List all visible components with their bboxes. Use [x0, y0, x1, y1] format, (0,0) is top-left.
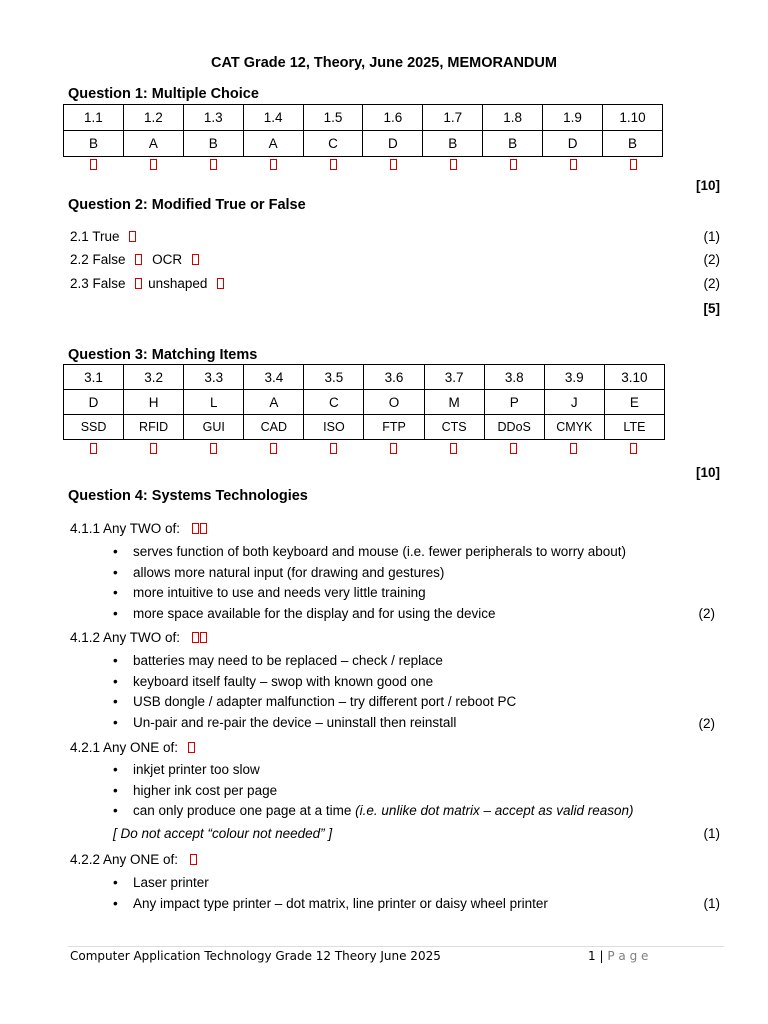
q3-answer-table	[63, 364, 665, 440]
tick-mark-icon	[270, 443, 277, 454]
q2-correction-text: OCR	[152, 252, 183, 267]
tick-mark-icon	[330, 443, 337, 454]
q1-number-cell: 1.3	[183, 105, 243, 131]
q4-2-2-label	[70, 852, 197, 867]
list-item: • Un-pair and re-pair the device – uninstall then reinstall	[113, 713, 516, 734]
list-item: • inkjet printer too slow	[113, 760, 634, 781]
q2-heading: Question 2: Modified True or False	[68, 197, 306, 213]
tick-mark-icon	[630, 159, 637, 170]
q4-1-2-marks: (2)	[698, 716, 715, 731]
footer-page	[588, 949, 648, 963]
q1-number-cell: 1.7	[423, 105, 483, 131]
tick-mark-icon	[192, 523, 199, 534]
tick-mark-icon	[330, 159, 337, 170]
list-item: • more space available for the display and for using the device	[113, 604, 626, 625]
q4-1-1-marks: (2)	[698, 606, 715, 621]
q3-answer-cell: H	[124, 390, 184, 415]
q4-2-1-marks: (1)	[703, 826, 720, 841]
q4-1-1-label	[70, 521, 207, 536]
q1-answer-cell: B	[183, 131, 243, 157]
q3-number-cell: 3.8	[484, 365, 544, 390]
tick-mark-icon	[200, 523, 207, 534]
list-item: • Any impact type printer – dot matrix, line printer or daisy wheel printer	[113, 894, 548, 915]
q1-answer-cell: C	[303, 131, 363, 157]
list-item: • serves function of both keyboard and mouse (i.e. fewer peripherals to worry about)	[113, 542, 626, 563]
q2-answer-text: 2.3 False	[70, 276, 126, 291]
q3-term-cell: CMYK	[544, 415, 604, 440]
q3-term-cell: RFID	[124, 415, 184, 440]
tick-mark-icon	[390, 159, 397, 170]
q3-answer-cell: J	[544, 390, 604, 415]
q3-term-cell: GUI	[184, 415, 244, 440]
q3-number-cell: 3.2	[124, 365, 184, 390]
q3-answer-cell: M	[424, 390, 484, 415]
q3-answer-cell: C	[304, 390, 364, 415]
subquestion-label: 4.1.1 Any TWO of:	[70, 521, 181, 536]
q1-answer-cell: B	[603, 131, 663, 157]
tick-mark-icon	[217, 278, 224, 289]
q3-answer-cell: P	[484, 390, 544, 415]
tick-mark-icon	[630, 443, 637, 454]
q1-answer-cell: D	[543, 131, 603, 157]
q3-term-cell: CTS	[424, 415, 484, 440]
q1-answer-cell: B	[423, 131, 483, 157]
q3-answer-cell: D	[64, 390, 124, 415]
q1-number-cell: 1.6	[363, 105, 423, 131]
q1-number-cell: 1.8	[483, 105, 543, 131]
q1-number-cell: 1.1	[64, 105, 124, 131]
q3-term-cell: SSD	[64, 415, 124, 440]
q3-number-cell: 3.4	[244, 365, 304, 390]
q3-answer-cell: L	[184, 390, 244, 415]
list-item-note: (i.e. unlike dot matrix – accept as valid reason)	[355, 803, 634, 818]
tick-mark-icon	[450, 159, 457, 170]
q3-total: [10]	[695, 465, 720, 480]
q1-number-cell: 1.5	[303, 105, 363, 131]
q1-answer-cell: B	[483, 131, 543, 157]
list-item: • allows more natural input (for drawing and gestures)	[113, 563, 626, 584]
tick-mark-icon	[90, 443, 97, 454]
tick-mark-icon	[510, 443, 517, 454]
q3-answer-cell: O	[364, 390, 424, 415]
q4-2-1-note: [ Do not accept “colour not needed” ]	[113, 826, 333, 841]
q3-number-cell: 3.6	[364, 365, 424, 390]
q3-number-cell: 3.9	[544, 365, 604, 390]
q2-correction-text: unshaped	[148, 276, 208, 291]
q1-number-cell: 1.10	[603, 105, 663, 131]
page-title: CAT Grade 12, Theory, June 2025, MEMORANDUM	[211, 55, 557, 71]
subquestion-label: 4.2.2 Any ONE of:	[70, 852, 179, 867]
q1-answer-cell: A	[243, 131, 303, 157]
tick-mark-icon	[90, 159, 97, 170]
page-number: 1	[588, 949, 596, 963]
tick-mark-icon	[200, 632, 207, 643]
q3-term-cell: ISO	[304, 415, 364, 440]
list-item: • USB dongle / adapter malfunction – try different port / reboot PC	[113, 692, 516, 713]
tick-mark-icon	[510, 159, 517, 170]
q3-term-cell: DDoS	[484, 415, 544, 440]
q3-number-cell: 3.7	[424, 365, 484, 390]
list-item: • higher ink cost per page	[113, 781, 634, 802]
q3-tick-row	[63, 443, 665, 454]
tick-mark-icon	[150, 159, 157, 170]
q1-total: [10]	[695, 178, 720, 193]
q4-2-2-marks: (1)	[703, 896, 720, 911]
tick-mark-icon	[192, 632, 199, 643]
subquestion-label: 4.1.2 Any TWO of:	[70, 630, 181, 645]
tick-mark-icon	[570, 159, 577, 170]
q4-2-1-label	[70, 740, 195, 755]
tick-mark-icon	[135, 254, 142, 265]
q1-answer-table	[63, 104, 663, 157]
q3-heading: Question 3: Matching Items	[68, 347, 258, 363]
footer-divider	[68, 946, 724, 947]
q1-answer-cell: B	[64, 131, 124, 157]
footer-text: Computer Application Technology Grade 12 Theory June 2025	[70, 949, 441, 963]
q3-term-cell: CAD	[244, 415, 304, 440]
q2-marks-3: (2)	[703, 276, 720, 291]
q1-number-cell: 1.4	[243, 105, 303, 131]
tick-mark-icon	[270, 159, 277, 170]
q2-answer-3	[70, 276, 224, 291]
list-item: • Laser printer	[113, 873, 548, 894]
q2-marks-1: (1)	[703, 229, 720, 244]
tick-mark-icon	[190, 854, 197, 865]
q3-number-cell: 3.10	[604, 365, 664, 390]
list-item: • batteries may need to be replaced – check / replace	[113, 651, 516, 672]
subquestion-label: 4.2.1 Any ONE of:	[70, 740, 179, 755]
q1-number-cell: 1.2	[123, 105, 183, 131]
q3-number-cell: 3.1	[64, 365, 124, 390]
tick-mark-icon	[150, 443, 157, 454]
list-item: • more intuitive to use and needs very little training	[113, 583, 626, 604]
q4-1-2-label	[70, 630, 207, 645]
page-word: P a g e	[607, 949, 649, 963]
tick-mark-icon	[192, 254, 199, 265]
tick-mark-icon	[129, 231, 136, 242]
q2-answer-text: 2.2 False	[70, 252, 126, 267]
q3-answer-cell: A	[244, 390, 304, 415]
tick-mark-icon	[450, 443, 457, 454]
list-item-text: can only produce one page at a time	[133, 803, 352, 818]
tick-mark-icon	[210, 159, 217, 170]
page-separator: |	[599, 949, 604, 963]
tick-mark-icon	[390, 443, 397, 454]
list-item: • keyboard itself faulty – swop with known good one	[113, 672, 516, 693]
q2-answer-2	[70, 252, 199, 267]
q3-number-cell: 3.5	[304, 365, 364, 390]
tick-mark-icon	[570, 443, 577, 454]
tick-mark-icon	[188, 742, 195, 753]
q2-answer-1	[70, 229, 136, 244]
q3-term-cell: FTP	[364, 415, 424, 440]
q1-tick-row	[63, 159, 663, 170]
q2-total: [5]	[703, 301, 720, 316]
q1-answer-cell: A	[123, 131, 183, 157]
q3-number-cell: 3.3	[184, 365, 244, 390]
q4-1-1-list	[113, 542, 626, 624]
q2-answer-text: 2.1 True	[70, 229, 120, 244]
list-item	[113, 801, 634, 822]
q1-number-cell: 1.9	[543, 105, 603, 131]
q4-heading: Question 4: Systems Technologies	[68, 488, 308, 504]
q3-term-cell: LTE	[604, 415, 664, 440]
q4-2-2-list	[113, 873, 548, 914]
q2-marks-2: (2)	[703, 252, 720, 267]
q1-heading: Question 1: Multiple Choice	[68, 86, 259, 102]
q4-1-2-list	[113, 651, 516, 733]
q4-2-1-list	[113, 760, 634, 822]
q1-answer-cell: D	[363, 131, 423, 157]
q3-answer-cell: E	[604, 390, 664, 415]
tick-mark-icon	[210, 443, 217, 454]
tick-mark-icon	[135, 278, 142, 289]
